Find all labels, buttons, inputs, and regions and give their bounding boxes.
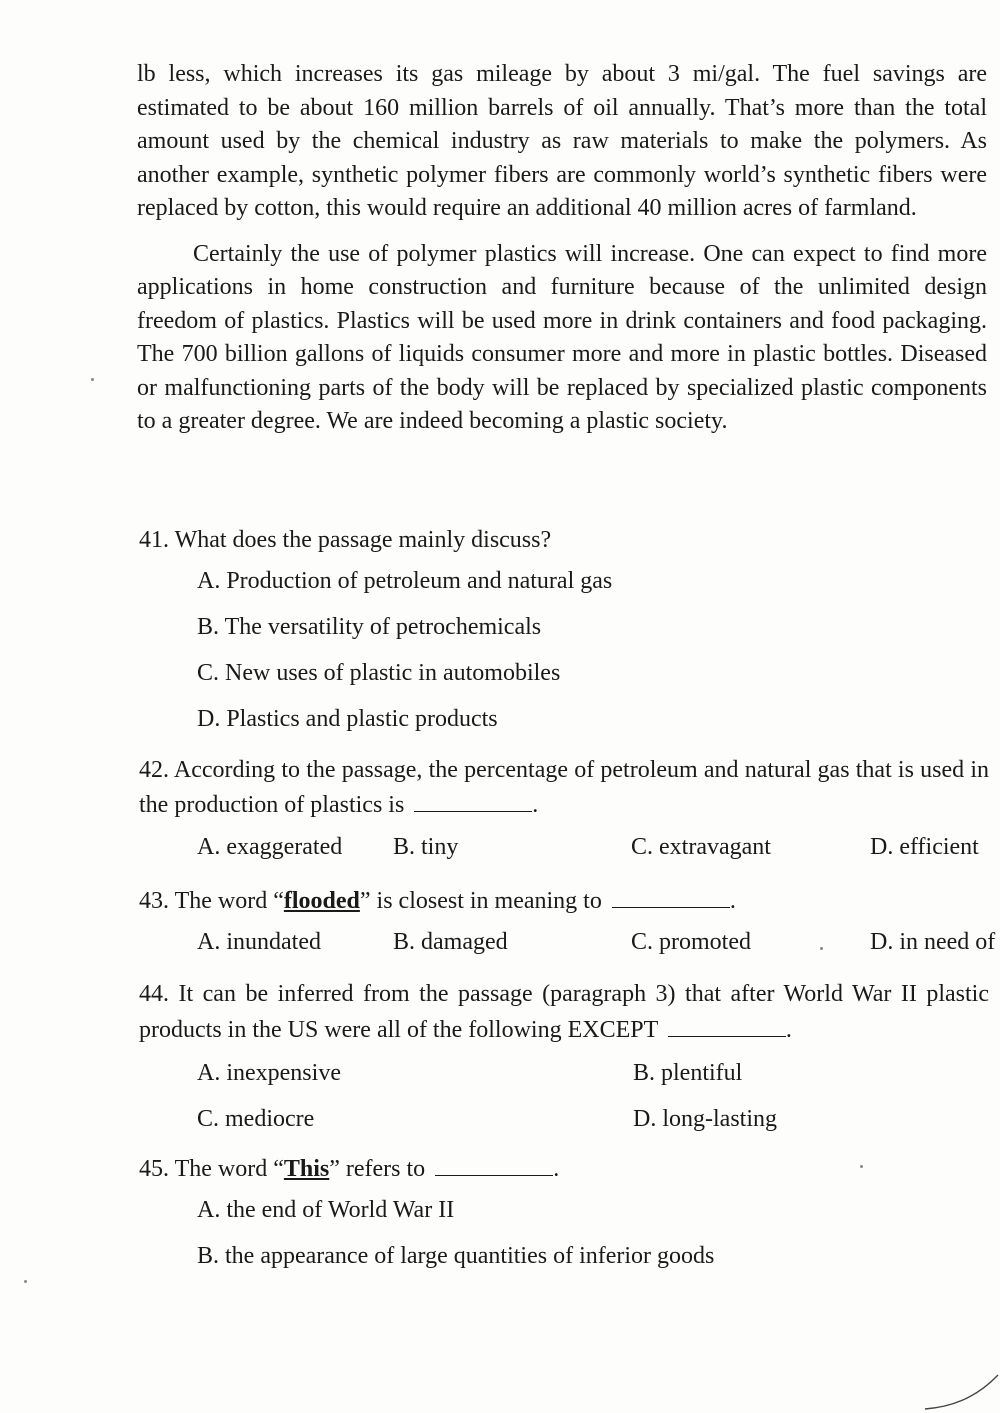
key-word: This: [283, 1156, 330, 1182]
answer-option-b[interactable]: B. plentiful: [633, 1060, 743, 1086]
answer-option-a[interactable]: A. exaggerated: [197, 833, 343, 860]
question-stem-wrap: [139, 1151, 989, 1187]
scan-speck: [24, 1280, 27, 1283]
answer-option-d[interactable]: D. in need of: [870, 929, 996, 955]
answer-option-c[interactable]: C. mediocre: [197, 1106, 315, 1132]
stem-period: .: [553, 1156, 560, 1182]
answer-option-b[interactable]: B. the appearance of large quantities of inferior goods: [197, 1242, 715, 1269]
question-44: [139, 978, 989, 1139]
answer-option-c[interactable]: C. promoted: [631, 929, 751, 955]
stem-period: .: [729, 887, 736, 914]
question-42: [139, 754, 989, 871]
answer-blank[interactable]: [612, 883, 730, 908]
question-stem-end: ” is closest in meaning to: [359, 887, 602, 914]
answer-option-b[interactable]: B. tiny: [393, 833, 459, 860]
answer-option-b[interactable]: B. damaged: [393, 929, 508, 955]
answer-option-a[interactable]: A. the end of World War II: [197, 1196, 455, 1223]
question-41: [139, 524, 989, 742]
scan-speck: [820, 947, 823, 950]
answer-option-a[interactable]: A. Production of petroleum and natural gas: [197, 567, 613, 594]
answer-blank[interactable]: [668, 1012, 786, 1037]
passage-paragraph: lb less, which increases its gas mileage by about 3 mi/gal. The fuel savings are estimated to be about 160 million barrels of oil annually. That’s more than the total amount used by the chemical industry as raw materials to make the polymers. As another example, synthetic polymer fibers are commonly world’s synthetic fibers were replaced by cotton, this would require an additional 40 million acres of farmland.: [137, 61, 987, 221]
key-word: flooded: [283, 887, 360, 914]
scan-speck: [860, 1165, 863, 1168]
answer-option-d[interactable]: D. efficient: [870, 833, 979, 860]
question-stem-start: 45. The word “: [139, 1156, 284, 1182]
question-stem: 41. What does the passage mainly discuss?: [139, 527, 552, 553]
answer-option-c[interactable]: C. extravagant: [631, 833, 771, 860]
question-stem-wrap: [139, 883, 989, 919]
stem-period: .: [532, 792, 539, 818]
question-45: [139, 1151, 989, 1279]
question-list: [139, 524, 996, 1291]
answer-blank[interactable]: [414, 787, 532, 812]
stem-period: .: [785, 1016, 792, 1043]
question-43: [139, 883, 996, 967]
passage-paragraph: Certainly the use of polymer plastics will increase. One can expect to find more applications in home construction and furniture because of the unlimited design freedom of plastics. Plastics will be used more in drink containers and food packaging. The 700 billion gallons of liquids consumer more and more in plastic bottles. Diseased or malfunctioning parts of the body will be replaced by specialized plastic components to a greater degree. We are indeed becoming a plastic society.: [137, 240, 987, 434]
question-stem-wrap: [139, 754, 989, 823]
question-stem: 44. It can be inferred from the passage (paragraph 3) that after World War II plastic products in the US were all of the following EXCEPT: [139, 981, 989, 1043]
answer-options: [139, 1047, 989, 1139]
question-stem-end: ” refers to: [329, 1156, 426, 1182]
answer-option-a[interactable]: A. inundated: [197, 929, 321, 955]
scan-speck: [91, 378, 94, 381]
answer-options: [139, 825, 989, 871]
answer-options: [139, 1187, 989, 1279]
question-stem-start: 43. The word “: [139, 887, 284, 914]
answer-option-d[interactable]: D. Plastics and plastic products: [197, 705, 498, 732]
answer-blank[interactable]: [435, 1151, 553, 1176]
answer-option-a[interactable]: A. inexpensive: [197, 1060, 341, 1086]
answer-options: [139, 920, 996, 966]
answer-option-c[interactable]: C. New uses of plastic in automobiles: [197, 659, 561, 686]
question-stem-wrap: [139, 978, 989, 1047]
scan-artifact-stroke: [920, 1363, 1000, 1413]
answer-option-d[interactable]: D. long-lasting: [633, 1106, 777, 1132]
reading-passage: [137, 58, 987, 439]
answer-options: [139, 558, 989, 742]
answer-option-b[interactable]: B. The versatility of petrochemicals: [197, 613, 542, 640]
question-stem: 42. According to the passage, the percentage of petroleum and natural gas that is used in the production of plastics is: [139, 756, 989, 818]
